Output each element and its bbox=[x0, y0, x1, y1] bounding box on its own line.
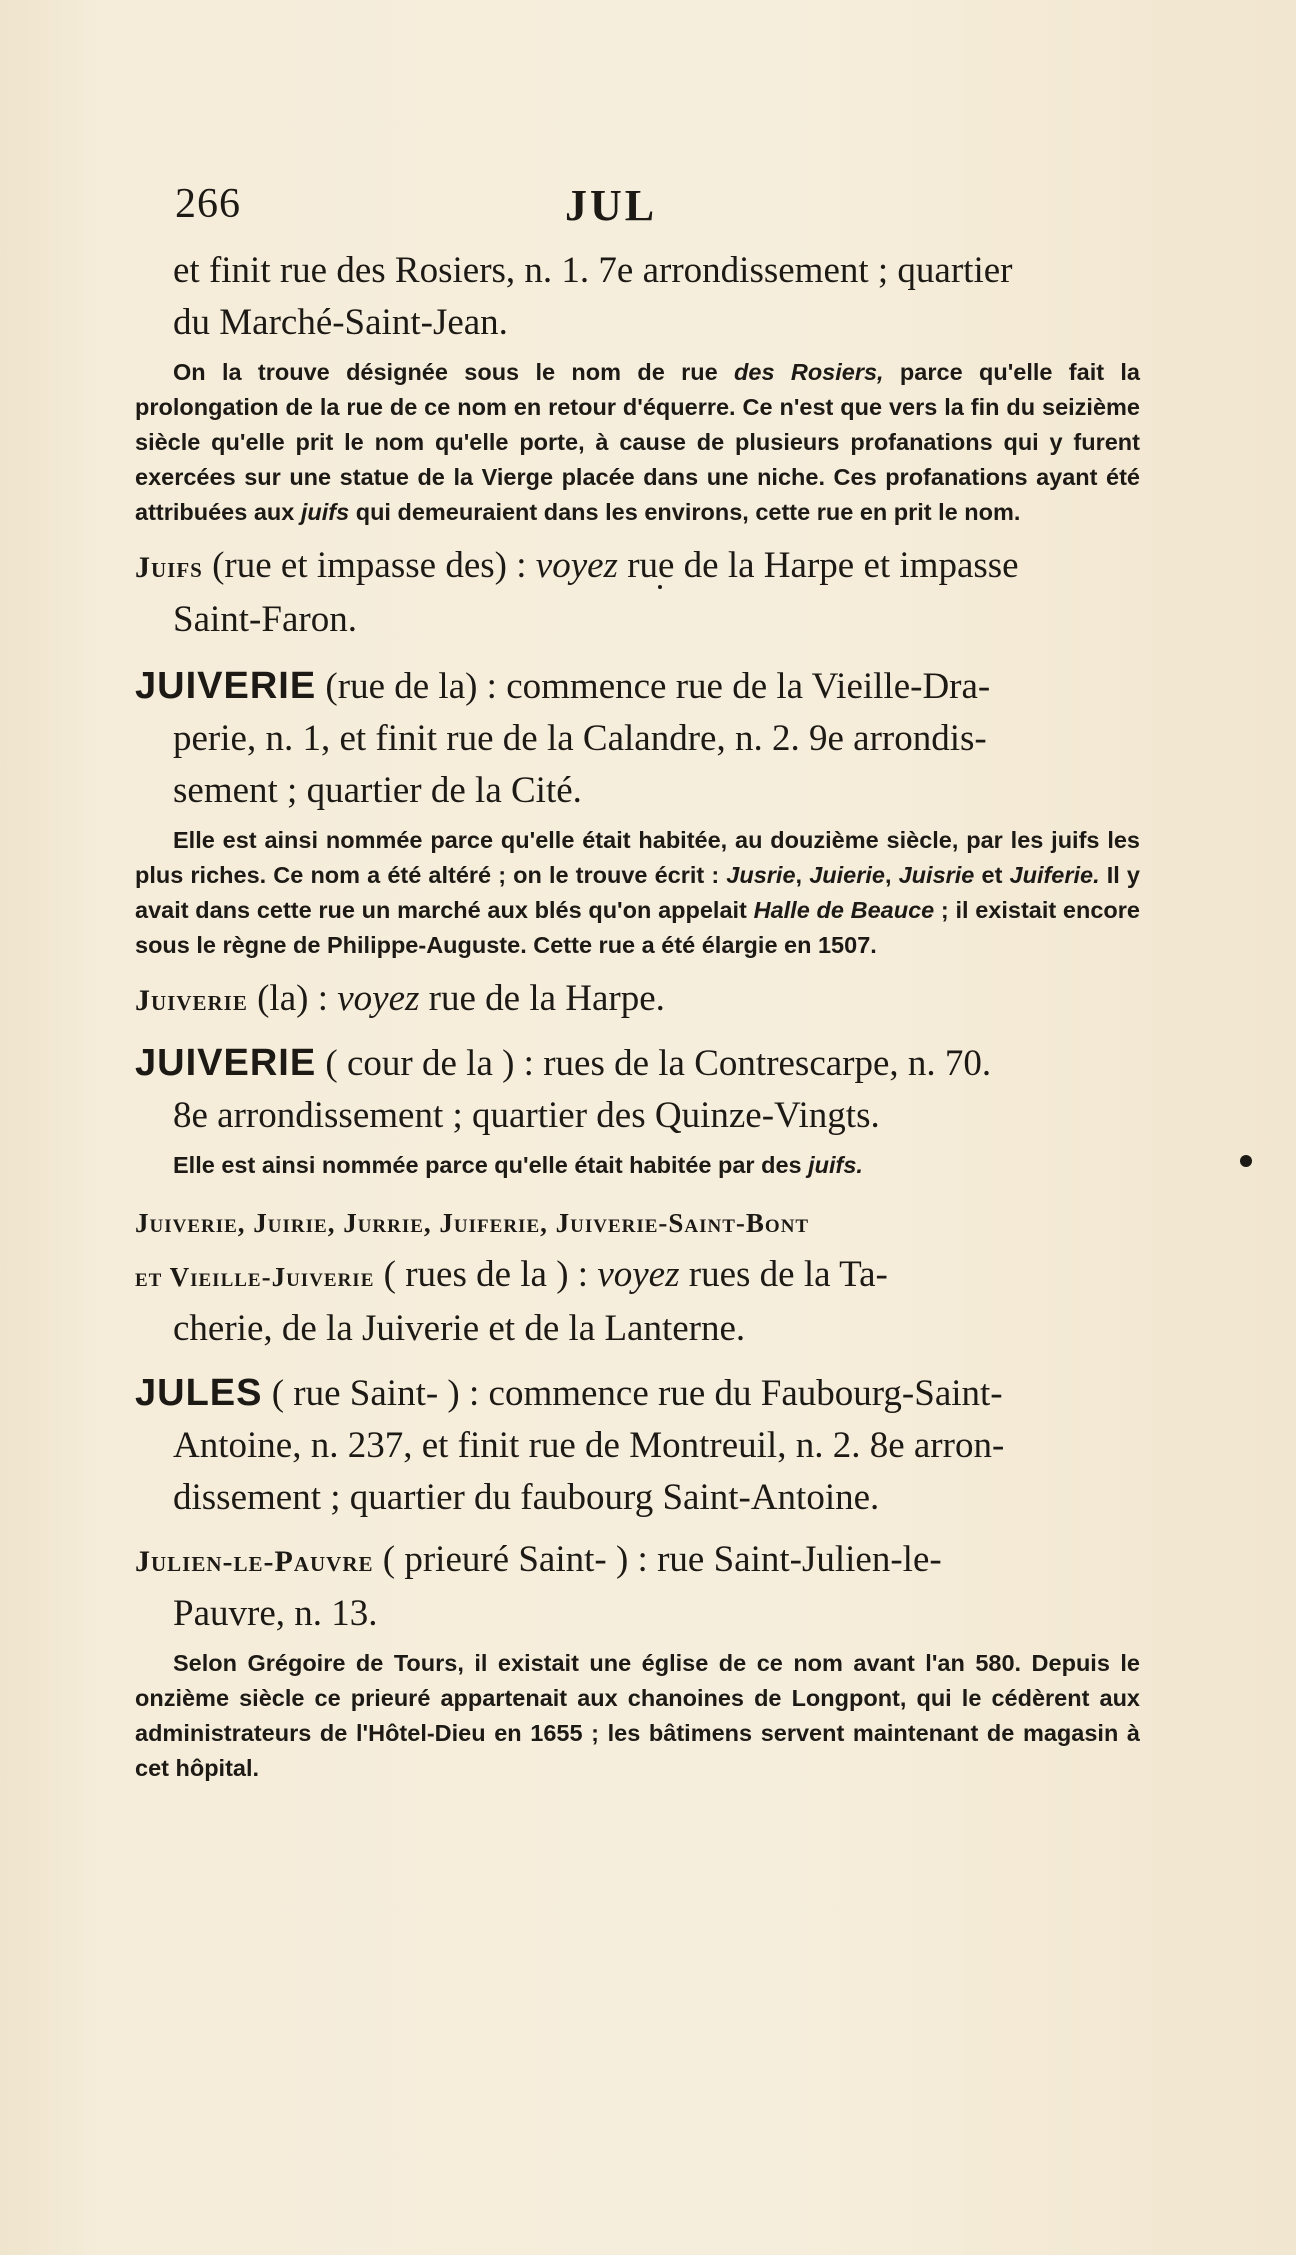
entry-headword: et Vieille-Juiverie bbox=[135, 1262, 375, 1292]
entry-headword: Juiverie bbox=[135, 984, 248, 1017]
note-italic: Halle de Beauce bbox=[753, 897, 935, 923]
entry-variants bbox=[135, 1197, 1140, 1355]
entry-line: perie, n. 1, et finit rue de la Calandre, n. 2. 9e arrondis- bbox=[173, 718, 987, 759]
note-italic: juifs bbox=[300, 499, 350, 525]
note-text: , bbox=[884, 862, 899, 888]
note-text: ; il existait encore sous le règne de Philippe-Auguste. Cette rue a été élargie en 1507. bbox=[135, 897, 1140, 958]
entry-italic: voyez bbox=[535, 545, 618, 586]
page-number: 266 bbox=[175, 181, 241, 227]
note-italic: Jusrie bbox=[726, 862, 796, 888]
entry-line: du Marché-Saint-Jean. bbox=[173, 302, 508, 343]
entry-juifs bbox=[135, 540, 1140, 646]
entry-line: Antoine, n. 237, et finit rue de Montreuil, n. 2. 8e arron- bbox=[173, 1425, 1005, 1466]
entry-headword: JUIVERIE bbox=[135, 665, 317, 707]
entry-headword: Juiverie, Juirie, Jurrie, Juiferie, Juiverie-Saint-Bont bbox=[135, 1208, 810, 1238]
note-text: On la trouve désignée sous le nom de rue bbox=[173, 359, 735, 385]
entry-note bbox=[135, 355, 1140, 530]
entry-note bbox=[135, 823, 1140, 963]
entry-text: rue de la Harpe. bbox=[419, 978, 665, 1019]
note-text: qui demeuraient dans les environs, cette rue en prit le nom. bbox=[349, 499, 1021, 525]
entry-headword: JUIVERIE bbox=[135, 1042, 317, 1084]
entry-continuation bbox=[135, 245, 1140, 349]
page-header bbox=[0, 180, 1296, 240]
entry-line: dissement ; quartier du faubourg Saint-Antoine. bbox=[173, 1477, 880, 1518]
margin-bullet bbox=[1240, 1155, 1252, 1167]
entry-line: Pauvre, n. 13. bbox=[173, 1593, 378, 1634]
note-text: Elle est ainsi nommée parce qu'elle était habitée par des bbox=[173, 1152, 809, 1178]
entry-juiverie-rue bbox=[135, 660, 1140, 817]
entry-text: rue de la Harpe et impasse bbox=[617, 545, 1019, 586]
entry-text: ( rues de la ) : bbox=[374, 1254, 598, 1295]
note-text: parce qu'elle fait la prolongation de la rue de ce nom en retour d'équerre. Ce n'est que vers la fin du seizième siècle qu'elle prit le nom qu'elle porte, à cause de plusieurs profanations qui y furent exercées sur une statue de la Vierge placée dans une niche. Ces profanations ayant été attribuées aux bbox=[135, 359, 1140, 525]
entry-note: Selon Grégoire de Tours, il existait une église de ce nom avant l'an 580. Depuis le onzième siècle ce prieuré appartenait aux chanoines de Longpont, qui le cédèrent aux administrateurs de l'Hôtel-Dieu en 1655 ; les bâtimens servent maintenant de magasin à cet hôpital. bbox=[135, 1650, 1140, 1781]
note-italic: Juisrie bbox=[898, 862, 975, 888]
note-italic: juifs. bbox=[808, 1152, 863, 1178]
note-text: Il y avait dans cette rue un marché aux blés qu'on appelait bbox=[135, 862, 1140, 923]
note-text: , bbox=[795, 862, 810, 888]
entry-headword: Juifs bbox=[135, 551, 203, 584]
entry-text: (la) : bbox=[247, 978, 338, 1019]
entry-line: et finit rue des Rosiers, n. 1. 7e arrondissement ; quartier bbox=[173, 250, 1013, 291]
entry-note bbox=[135, 1148, 1140, 1183]
running-head: JUL bbox=[565, 181, 658, 230]
note-italic: Juierie bbox=[809, 862, 885, 888]
entry-line: 8e arrondissement ; quartier des Quinze-Vingts. bbox=[173, 1095, 880, 1136]
entry-line: Saint-Faron. bbox=[173, 599, 357, 640]
entry-headword: JULES bbox=[135, 1372, 263, 1414]
note-italic: Juiferie. bbox=[1009, 862, 1100, 888]
entry-text: rues de la Ta- bbox=[679, 1254, 888, 1295]
entry-text: ( rue Saint- ) : commence rue du Faubourg-Saint- bbox=[262, 1373, 1003, 1414]
entry-line: cherie, de la Juiverie et de la Lanterne. bbox=[173, 1308, 746, 1349]
entry-text: (rue de la) : commence rue de la Vieille-Dra- bbox=[316, 666, 991, 707]
entry-jules bbox=[135, 1367, 1140, 1524]
entry-line: sement ; quartier de la Cité. bbox=[173, 770, 582, 811]
entry-text: (rue et impasse des) : bbox=[202, 545, 536, 586]
page-body bbox=[135, 245, 1140, 1796]
entry-text: ( prieuré Saint- ) : rue Saint-Julien-le- bbox=[373, 1539, 942, 1580]
entry-headword: Julien-le-Pauvre bbox=[135, 1545, 374, 1578]
note-text: et bbox=[974, 862, 1010, 888]
note-text: Elle est ainsi nommée parce qu'elle était habitée, au douzième siècle, par les juifs les plus riches. Ce nom a été altéré ; on le trouve écrit : bbox=[135, 827, 1140, 888]
entry-juiverie-la bbox=[135, 973, 1140, 1027]
entry-italic: voyez bbox=[597, 1254, 680, 1295]
note-italic: des Rosiers, bbox=[734, 359, 884, 385]
entry-julien-le-pauvre bbox=[135, 1534, 1140, 1640]
entry-text: ( cour de la ) : rues de la Contrescarpe, n. 70. bbox=[316, 1043, 992, 1084]
entry-juiverie-cour bbox=[135, 1037, 1140, 1142]
entry-italic: voyez bbox=[337, 978, 420, 1019]
